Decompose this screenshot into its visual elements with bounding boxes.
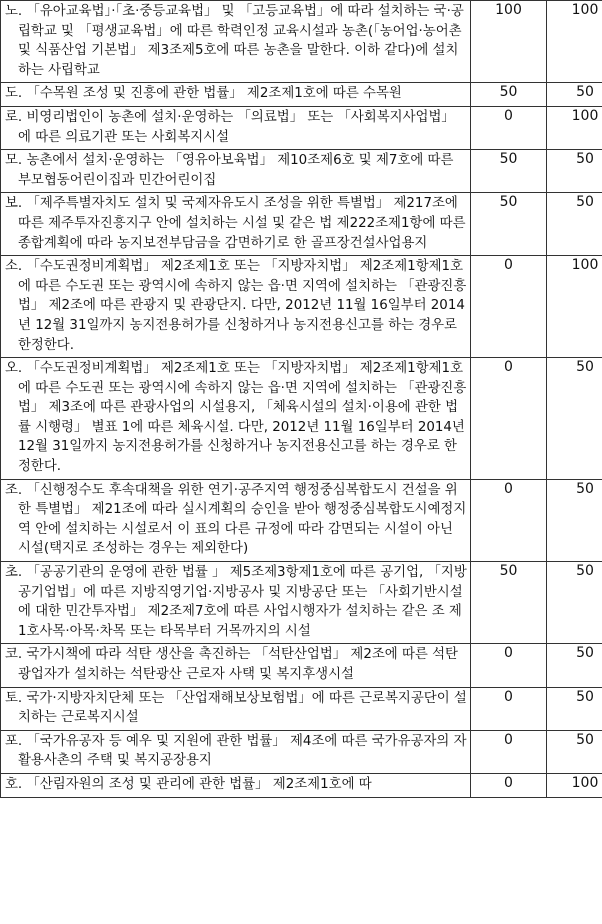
table-row [1, 562, 602, 644]
row-value-a: 0 [471, 687, 547, 730]
row-value-b: 100 [547, 256, 602, 358]
table-row [1, 358, 602, 480]
row-value-a: 50 [471, 562, 547, 644]
row-value-b: 50 [547, 730, 602, 773]
row-value-a: 0 [471, 644, 547, 687]
row-description: 호. 「산림자원의 조성 및 관리에 관한 법률」 제2조제1호에 따 [1, 773, 471, 797]
row-value-a: 50 [471, 83, 547, 107]
row-value-b: 100 [547, 106, 602, 149]
table-row [1, 687, 602, 730]
row-value-a: 0 [471, 106, 547, 149]
row-description: 코. 국가시책에 따라 석탄 생산을 촉진하는 「석탄산업법」 제2조에 따른 석탄광업자가 설치하는 석탄광산 근로자 사택 및 복지후생시설 [1, 644, 471, 687]
row-value-a: 50 [471, 193, 547, 256]
row-value-b: 50 [547, 644, 602, 687]
row-value-a: 100 [471, 1, 547, 83]
table-row [1, 193, 602, 256]
row-value-a: 0 [471, 358, 547, 480]
row-value-a: 50 [471, 150, 547, 193]
row-description: 로. 비영리법인이 농촌에 설치·운영하는 「의료법」 또는 「사회복지사업법」에 따른 의료기관 또는 사회복지시설 [1, 106, 471, 149]
row-description: 소. 「수도권정비계획법」 제2조제1호 또는 「지방자치법」 제2조제1항제1호에 따른 수도권 또는 광역시에 속하지 않는 읍·면 지역에 설치하는 「관광진흥법」 제2조에 따른 관광지 및 관광단지. 다만, 2012년 11월 16일부터 2014년 12월 31일까지 농지전용허가를 신청하거나 농지전용신고를 하는 경우로 한정한다. [1, 256, 471, 358]
row-value-b: 100 [547, 773, 602, 797]
row-description: 토. 국가·지방자치단체 또는 「산업재해보상보험법」에 따른 근로복지공단이 설치하는 근로복지시설 [1, 687, 471, 730]
row-value-a: 0 [471, 730, 547, 773]
row-description: 초. 「공공기관의 운영에 관한 법률 」 제5조제3항제1호에 따른 공기업, 「지방공기업법」에 따른 지방직영기업·지방공사 및 지방공단 또는 「사회기반시설에 대한 민간투자법」 제2조제7호에 따른 사업시행자가 설치하는 같은 조 제1호사목·아목·차목 또는 타목부터 거목까지의 시설 [1, 562, 471, 644]
table-row [1, 150, 602, 193]
row-description: 노. 「유아교육법」·「초·중등교육법」 및 「고등교육법」에 따라 설치하는 국·공립학교 및 「평생교육법」에 따른 학력인정 교육시설과 농촌(「농어업·농어촌 및 식품산업 기본법」 제3조제5호에 따른 농촌을 말한다. 이하 같다)에 설치하는 사립학교 [1, 1, 471, 83]
row-value-b: 50 [547, 358, 602, 480]
row-value-b: 50 [547, 83, 602, 107]
row-value-a: 0 [471, 479, 547, 561]
row-description: 오. 「수도권정비계획법」 제2조제1호 또는 「지방자치법」 제2조제1항제1호에 따른 수도권 또는 광역시에 속하지 않는 읍·면 지역에 설치하는 「관광진흥법」 제3조에 따른 관광사업의 시설용지, 「체육시설의 설치·이용에 관한 법률 시행령」 별표 1에 따른 체육시설. 다만, 2012년 11월 16일부터 2014년 12월 31일까지 농지전용허가를 신청하거나 농지전용신고를 하는 경우로 한정한다. [1, 358, 471, 480]
table-row [1, 479, 602, 561]
table-row [1, 106, 602, 149]
row-value-a: 0 [471, 256, 547, 358]
table-row [1, 730, 602, 773]
table-row [1, 644, 602, 687]
row-value-b: 50 [547, 150, 602, 193]
row-value-b: 50 [547, 479, 602, 561]
row-value-b: 100 [547, 1, 602, 83]
table-row [1, 256, 602, 358]
row-description: 조. 「신행정수도 후속대책을 위한 연기·공주지역 행정중심복합도시 건설을 위한 특별법」 제21조에 따라 실시계획의 승인을 받아 행정중심복합도시예정지역 안에 설치하는 시설로서 이 표의 다른 규정에 따라 감면되는 시설이 아닌 시설(택지로 조성하는 경우는 제외한다) [1, 479, 471, 561]
row-value-b: 50 [547, 562, 602, 644]
table-row [1, 83, 602, 107]
table-row [1, 1, 602, 83]
row-description: 모. 농촌에서 설치·운영하는 「영유아보육법」 제10조제6호 및 제7호에 따른 부모협동어린이집과 민간어린이집 [1, 150, 471, 193]
row-description: 도. 「수목원 조성 및 진흥에 관한 법률」 제2조제1호에 따른 수목원 [1, 83, 471, 107]
row-value-b: 50 [547, 193, 602, 256]
row-description: 포. 「국가유공자 등 예우 및 지원에 관한 법률」 제4조에 따른 국가유공자의 자활용사촌의 주택 및 복지공장용지 [1, 730, 471, 773]
table-row [1, 773, 602, 797]
row-description: 보. 「제주특별자치도 설치 및 국제자유도시 조성을 위한 특별법」 제217조에 따른 제주투자진흥지구 안에 설치하는 시설 및 같은 법 제222조제1항에 따른 종합계획에 따라 농지보전부담금을 감면하기로 한 골프장건설사업용지 [1, 193, 471, 256]
row-value-b: 50 [547, 687, 602, 730]
row-value-a: 0 [471, 773, 547, 797]
